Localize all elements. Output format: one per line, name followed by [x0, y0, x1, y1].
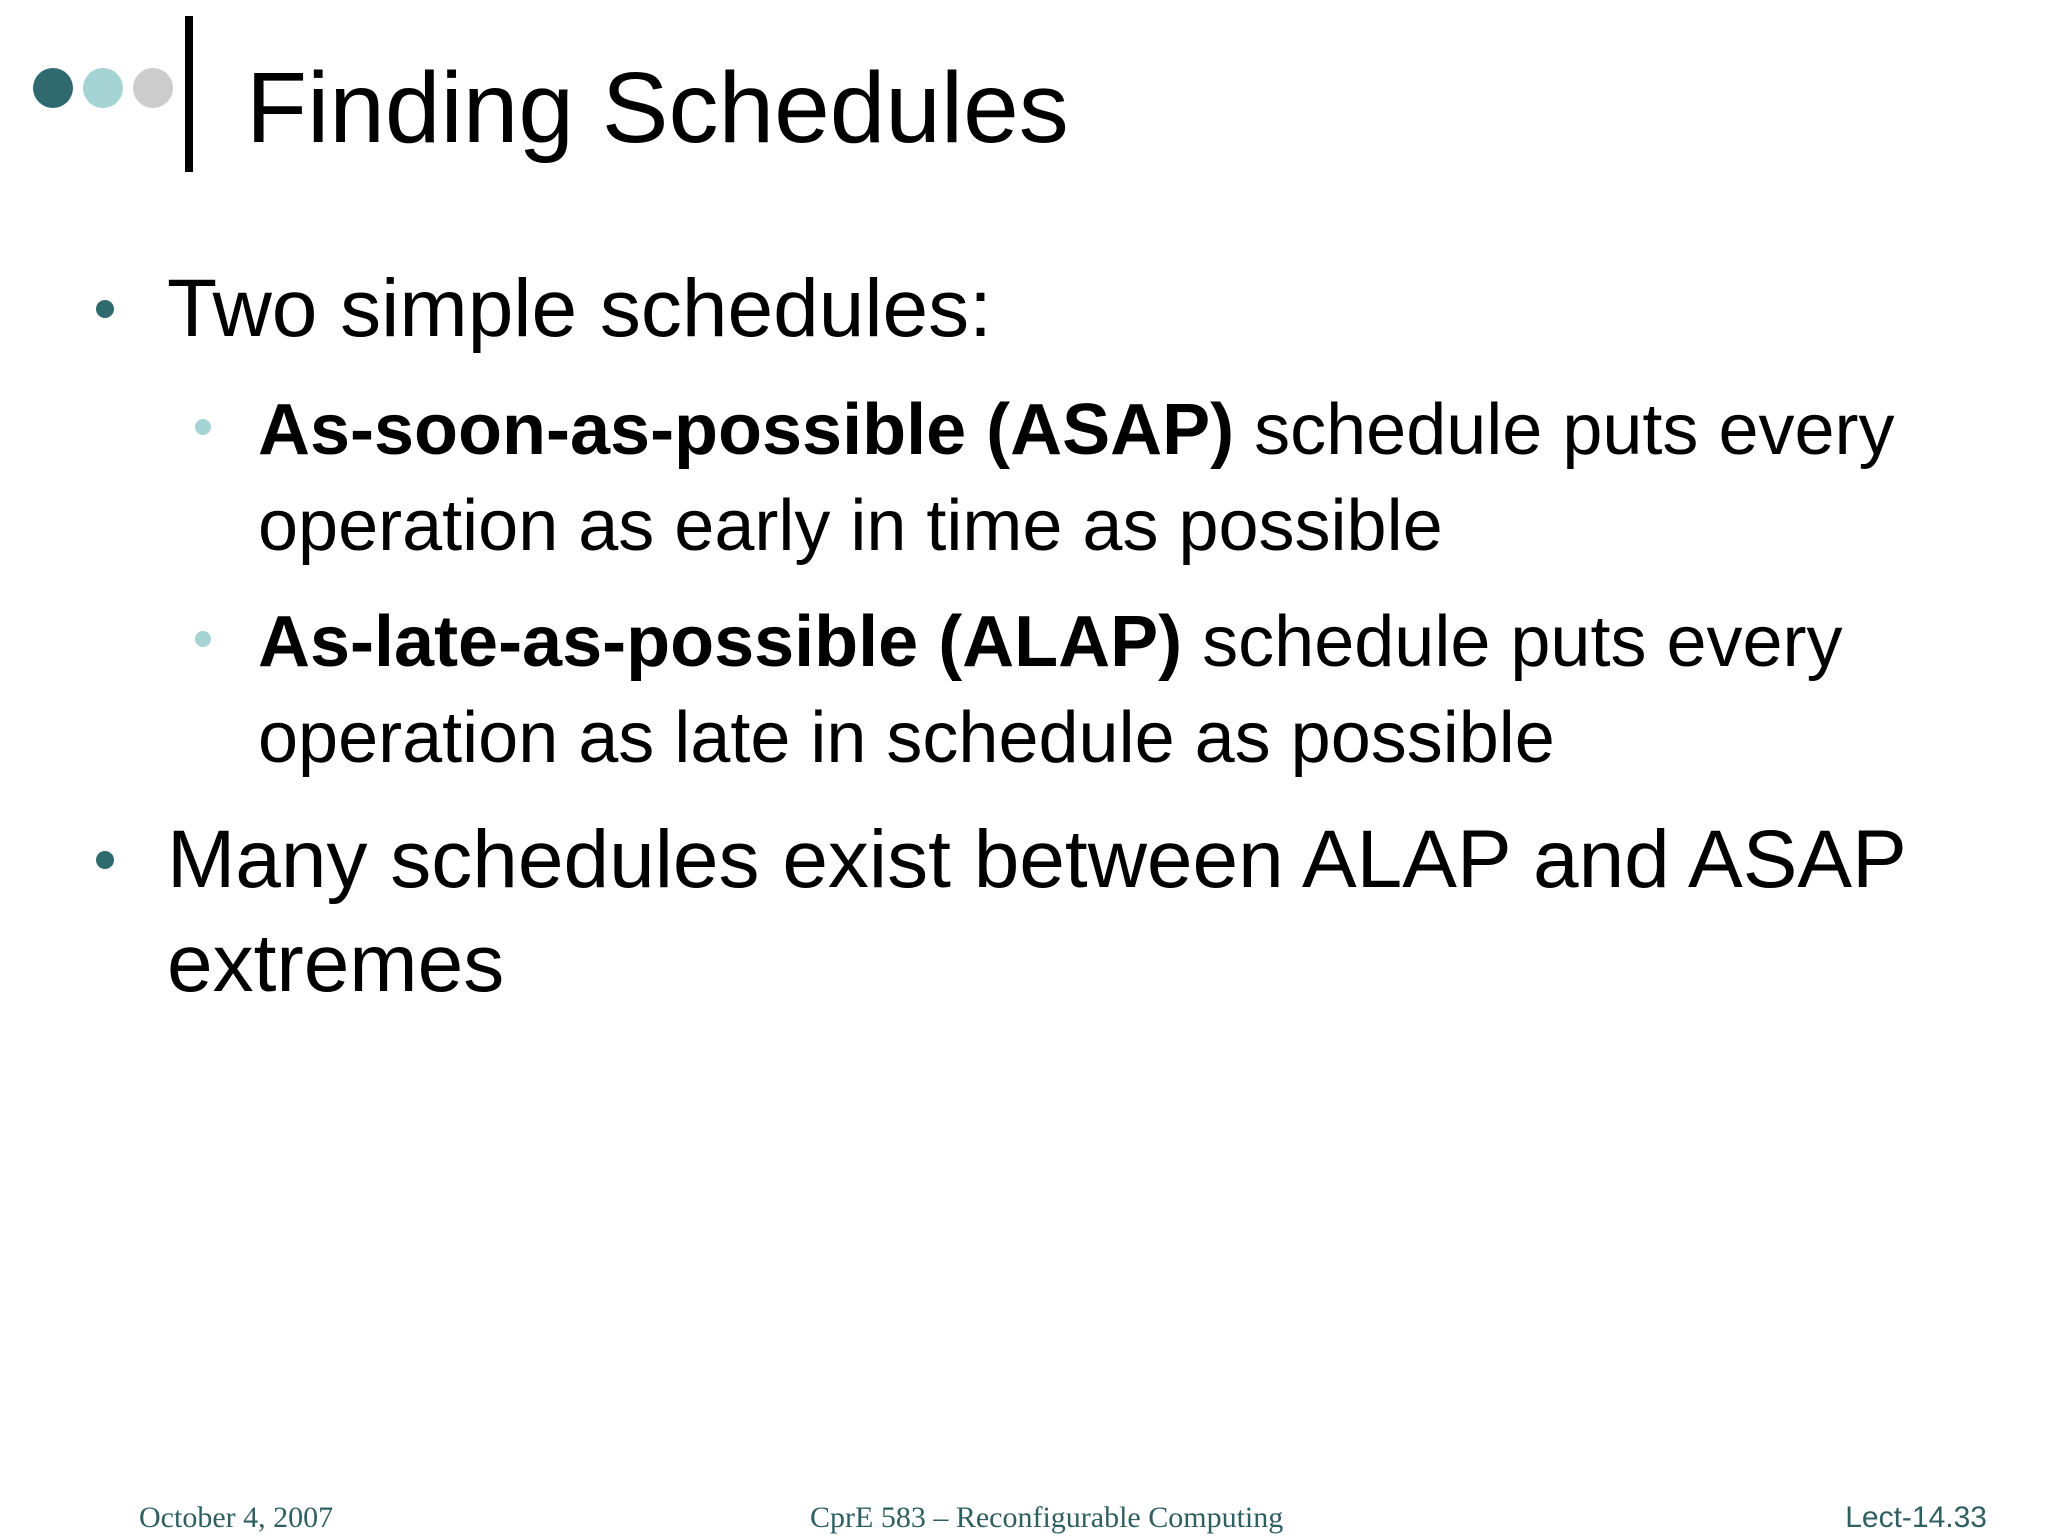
- page-title: Finding Schedules: [246, 52, 1069, 164]
- bullet-item-alap: [258, 594, 1998, 786]
- bullet-dot-icon: [96, 851, 114, 869]
- bullet-item-many-schedules: [167, 808, 1987, 1016]
- bullet-text: Many schedules exist between ALAP and ASAP extremes: [167, 814, 1906, 1009]
- small-bullet-dot-icon: [195, 631, 211, 647]
- asap-description: schedule puts every operation as early in time as possible: [258, 390, 1895, 566]
- bullet-dot-icon: [96, 300, 114, 318]
- footer-slide-number: Lect-14.33: [1845, 1501, 1987, 1534]
- asap-term: As-soon-as-possible (ASAP): [258, 390, 1235, 470]
- footer-date: October 4, 2007: [139, 1501, 334, 1534]
- small-bullet-dot-icon: [195, 419, 211, 435]
- bullet-item-two-simple-schedules: [167, 257, 1987, 361]
- footer-course-title: CprE 583 – Reconfigurable Computing: [810, 1501, 1284, 1534]
- alap-description: schedule puts every operation as late in schedule as possible: [258, 602, 1843, 778]
- alap-term: As-late-as-possible (ALAP): [258, 602, 1183, 682]
- bullet-text: Two simple schedules:: [167, 263, 992, 354]
- bullet-item-asap: [258, 382, 1998, 574]
